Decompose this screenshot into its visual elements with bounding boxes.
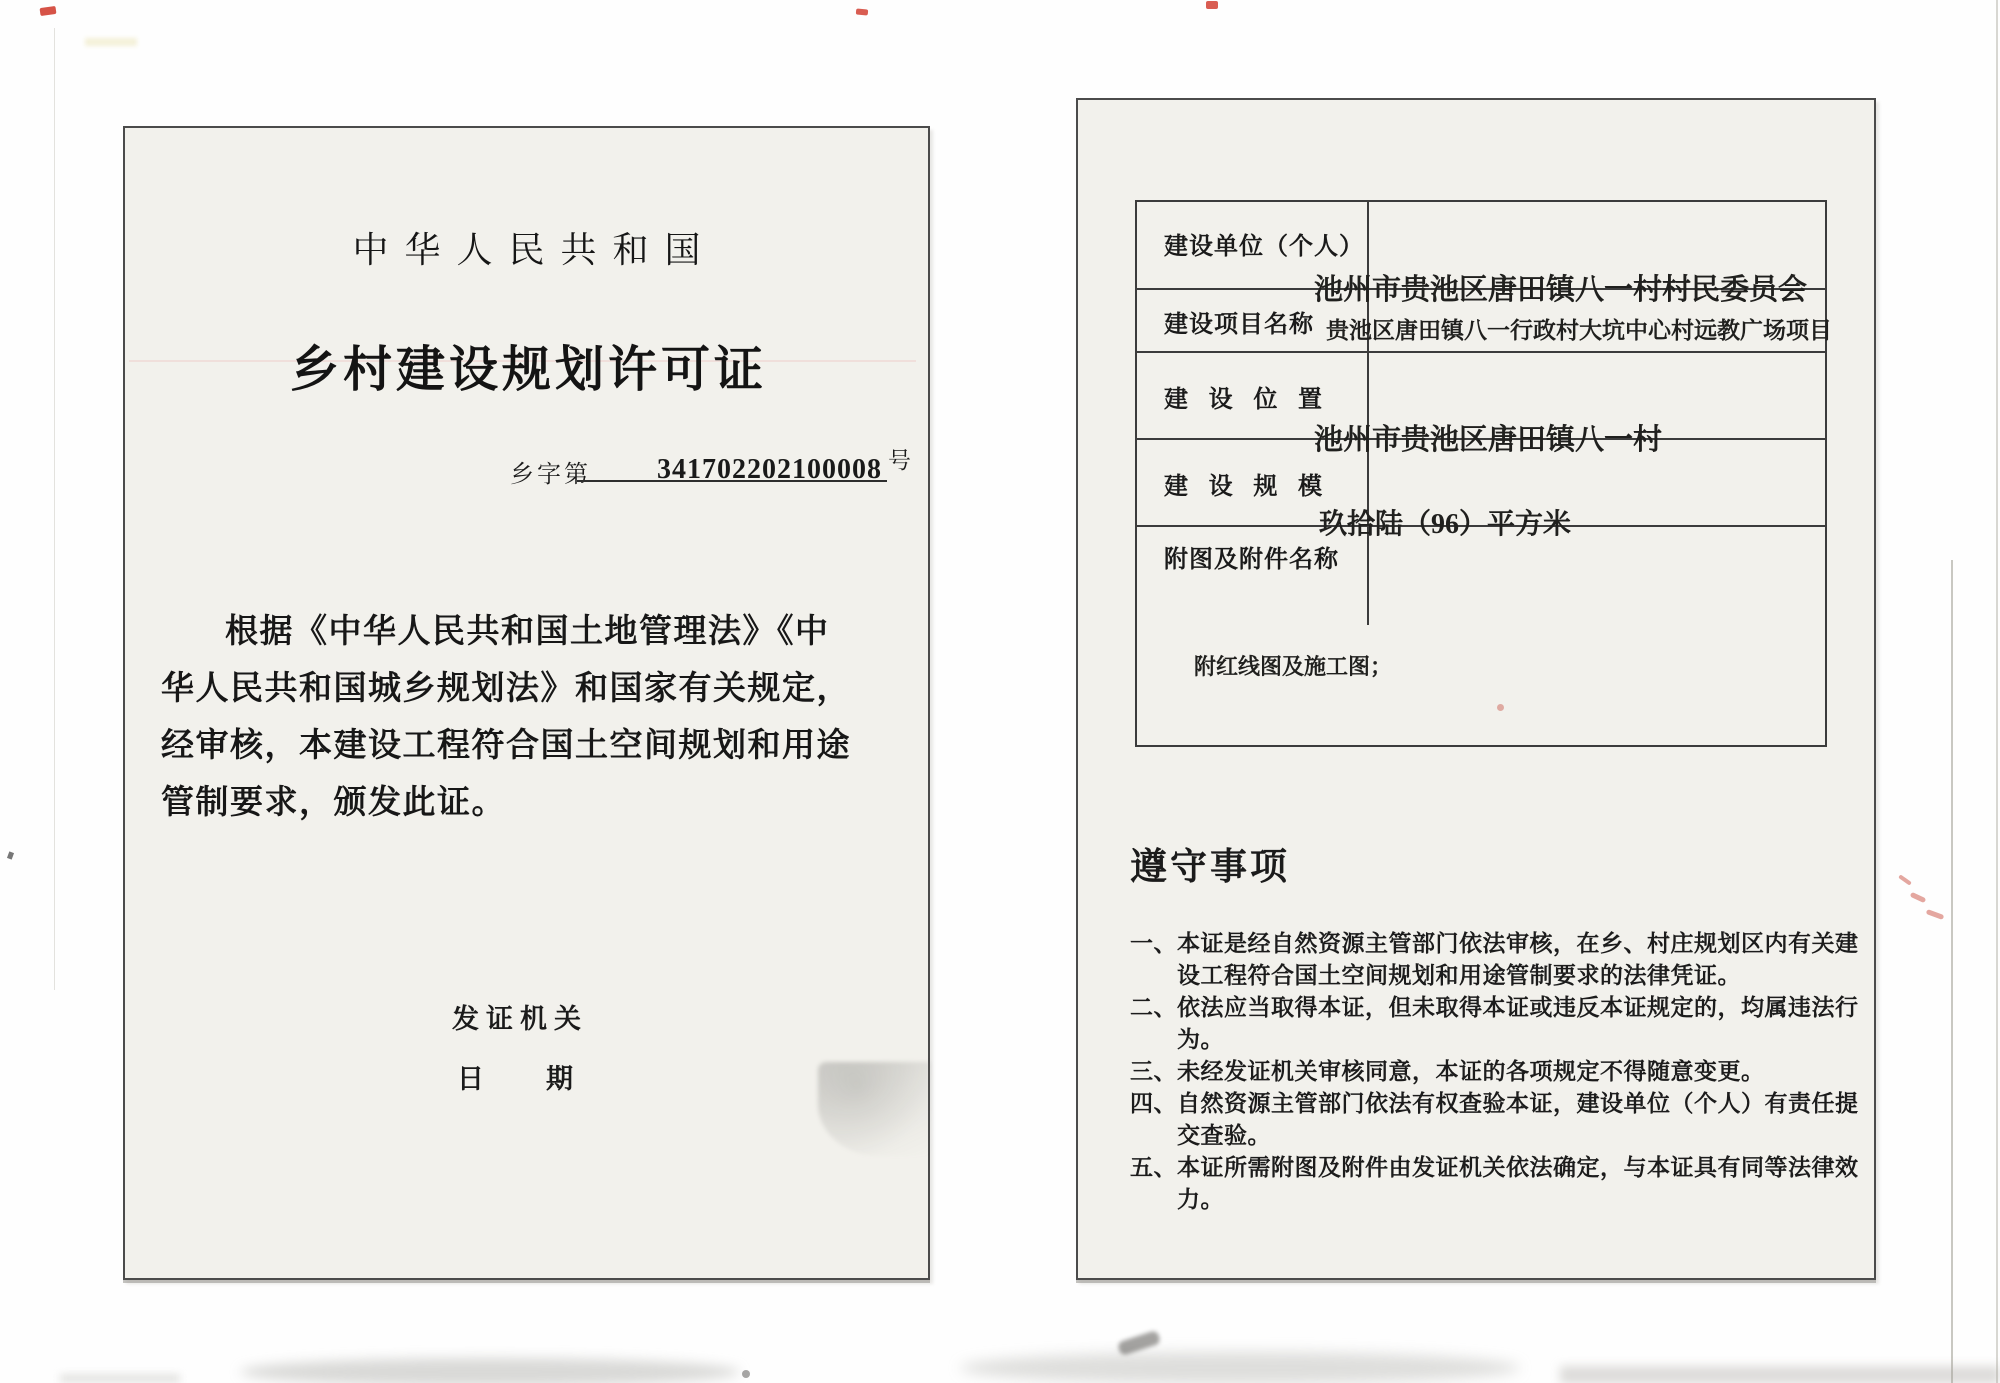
notice-item	[1130, 927, 1860, 991]
scan-streak	[85, 38, 137, 46]
notice-item	[1130, 1055, 1860, 1087]
red-pencil-mark	[1898, 874, 1912, 885]
red-pencil-mark	[1926, 909, 1945, 920]
row-label-scale: 建 设 规 模	[1164, 473, 1325, 500]
info-table	[1135, 200, 1832, 747]
red-pencil-mark	[1910, 892, 1927, 903]
red-mark	[40, 6, 57, 16]
bottom-shadow	[240, 1358, 740, 1383]
row-label-unit: 建设单位（个人）	[1164, 233, 1364, 260]
notice-item	[1130, 1151, 1860, 1215]
notice-heading: 遵守事项	[1130, 846, 1290, 887]
body-line: 华人民共和国城乡规划法》和国家有关规定，	[161, 669, 851, 706]
serial-line	[510, 446, 910, 496]
body-line: 根据《中华人民共和国土地管理法》《中	[225, 612, 830, 649]
dark-speck	[742, 1370, 750, 1378]
permit-title: 乡村建设规划许可证	[289, 343, 767, 397]
notice-item-number: 三、	[1130, 1058, 1177, 1084]
body-paragraph	[161, 602, 895, 830]
dark-speck	[7, 851, 14, 859]
issuer-label: 发证机关	[452, 1004, 588, 1034]
row-value-project: 贵池区唐田镇八一行政村大坑中心村远教广场项目	[1326, 318, 1832, 343]
notice-item-number: 五、	[1130, 1154, 1177, 1180]
bottom-shadow	[1560, 1366, 2000, 1383]
notice-item-number: 四、	[1130, 1090, 1177, 1116]
serial-number: 341702202100008	[657, 454, 882, 485]
date-label-right: 期	[546, 1064, 573, 1094]
notice-item-number: 一、	[1130, 930, 1177, 956]
scan-smudge	[818, 1062, 930, 1156]
row-label-location: 建 设 位 置	[1164, 386, 1325, 413]
notice-item-text: 依法应当取得本证，但未取得本证或违反本证规定的，均属违法行为。	[1177, 994, 1859, 1052]
date-label-left: 日	[457, 1064, 484, 1094]
row-label-project: 建设项目名称	[1164, 311, 1314, 338]
permit-detail-page	[1076, 98, 1876, 1280]
row-value-attachments: 附红线图及施工图；	[1194, 654, 1393, 679]
paper-edge-line	[54, 28, 55, 990]
body-line: 管制要求，颁发此证。	[161, 783, 506, 820]
notice-item-text: 本证所需附图及附件由发证机关依法确定，与本证具有同等法律效力。	[1177, 1154, 1859, 1212]
red-mark	[856, 8, 868, 15]
notice-item	[1130, 991, 1860, 1055]
row-label-attachments: 附图及附件名称	[1164, 546, 1339, 573]
table-row-line	[1137, 351, 1825, 353]
notice-item	[1130, 1087, 1860, 1151]
paper-edge-line	[1951, 560, 1953, 1383]
notice-item-text: 本证是经自然资源主管部门依法审核，在乡、村庄规划区内有关建设工程符合国土空间规划和用途管制要求的法律凭证。	[1177, 930, 1859, 988]
row-value-unit: 池州市贵池区唐田镇八一村村民委员会	[1314, 274, 1808, 306]
bottom-shadow	[60, 1374, 180, 1383]
country-name: 中华人民共和国	[352, 230, 717, 270]
body-line: 经审核，本建设工程符合国土空间规划和用途	[161, 726, 851, 763]
notice-item-text: 自然资源主管部门依法有权查验本证，建设单位（个人）有责任提交查验。	[1177, 1090, 1859, 1148]
notice-item-number: 二、	[1130, 994, 1177, 1020]
permit-cover-page	[123, 126, 930, 1280]
paper-edge-line	[1996, 0, 1998, 1383]
red-speck	[1497, 704, 1504, 711]
row-value-scale: 玖拾陆（96）平方米	[1319, 509, 1572, 540]
bottom-shadow	[960, 1352, 1520, 1383]
table-column-divider	[1367, 202, 1369, 625]
serial-prefix: 乡字第	[510, 462, 591, 488]
red-mark	[1206, 1, 1218, 9]
serial-suffix: 号	[888, 448, 911, 473]
notice-item-text: 未经发证机关审核同意，本证的各项规定不得随意变更。	[1177, 1058, 1765, 1084]
notice-list	[1130, 927, 1860, 1215]
row-value-location: 池州市贵池区唐田镇八一村	[1314, 424, 1663, 456]
date-label	[457, 1057, 573, 1096]
